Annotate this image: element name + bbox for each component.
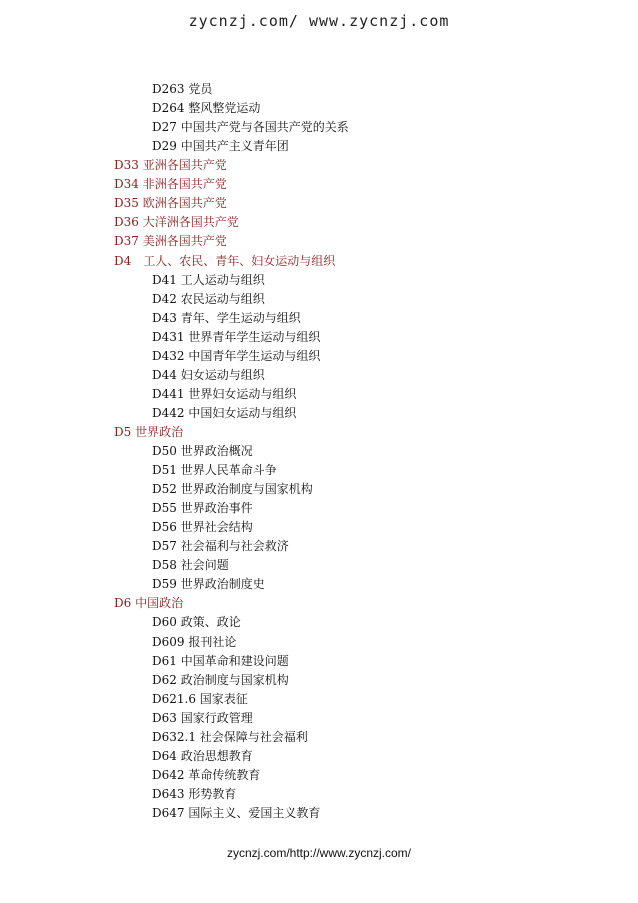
category-heading: D37 美洲各国共产党: [114, 234, 227, 249]
subcategory-item: D44 妇女运动与组织: [152, 367, 265, 382]
subcategory-item: D29 中国共产主义青年团: [152, 139, 289, 154]
category-heading: D5 世界政治: [114, 424, 184, 439]
subcategory-item: D43 青年、学生运动与组织: [152, 310, 301, 325]
category-heading: D6 中国政治: [114, 596, 184, 611]
subcategory-item: D432 中国青年学生运动与组织: [152, 348, 321, 363]
subcategory-item: D51 世界人民革命斗争: [152, 463, 277, 477]
subcategory-item: D59 世界政治制度史: [152, 577, 265, 592]
subcategory-item: D27 中国共产党与各国共产党的关系: [152, 120, 349, 135]
subcategory-item: D647 国际主义、爱国主义教育: [152, 805, 321, 820]
category-heading: D34 非洲各国共产党: [114, 177, 227, 192]
subcategory-item: D264 整风整党运动: [152, 101, 261, 116]
subcategory-item: D609 报刊社论: [152, 634, 237, 649]
subcategory-item: D60 政策、政论: [152, 615, 241, 630]
category-heading: D36 大洋洲各国共产党: [114, 215, 239, 230]
subcategory-item: D50 世界政治概况: [152, 443, 253, 458]
subcategory-item: D41 工人运动与组织: [152, 272, 265, 287]
subcategory-item: D61 中国革命和建设问题: [152, 653, 289, 668]
subcategory-item: D431 世界青年学生运动与组织: [152, 329, 321, 344]
subcategory-item: D263 党员: [152, 82, 213, 96]
subcategory-item: D63 国家行政管理: [152, 710, 253, 725]
category-heading: D33 亚洲各国共产党: [114, 158, 227, 173]
subcategory-item: D621.6 国家表征: [152, 691, 248, 706]
page-header: zycnzj.com/ www.zycnzj.com: [188, 12, 450, 30]
subcategory-item: D56 世界社会结构: [152, 520, 253, 535]
subcategory-item: D642 革命传统教育: [152, 767, 261, 782]
subcategory-item: D55 世界政治事件: [152, 501, 253, 516]
subcategory-item: D52 世界政治制度与国家机构: [152, 482, 313, 497]
subcategory-item: D441 世界妇女运动与组织: [152, 386, 297, 401]
category-heading: D35 欧洲各国共产党: [114, 196, 227, 211]
subcategory-item: D64 政治思想教育: [152, 748, 253, 763]
subcategory-item: D42 农民运动与组织: [152, 291, 265, 306]
subcategory-item: D632.1 社会保障与社会福利: [152, 729, 308, 744]
category-heading: D4 工人、农民、青年、妇女运动与组织: [114, 253, 336, 268]
subcategory-item: D62 政治制度与国家机构: [152, 672, 289, 687]
subcategory-item: D57 社会福利与社会救济: [152, 539, 289, 554]
subcategory-item: D442 中国妇女运动与组织: [152, 405, 297, 420]
subcategory-item: D643 形势教育: [152, 786, 237, 801]
page-footer: zycnzj.com/http://www.zycnzj.com/: [226, 846, 412, 860]
subcategory-item: D58 社会问题: [152, 558, 229, 573]
